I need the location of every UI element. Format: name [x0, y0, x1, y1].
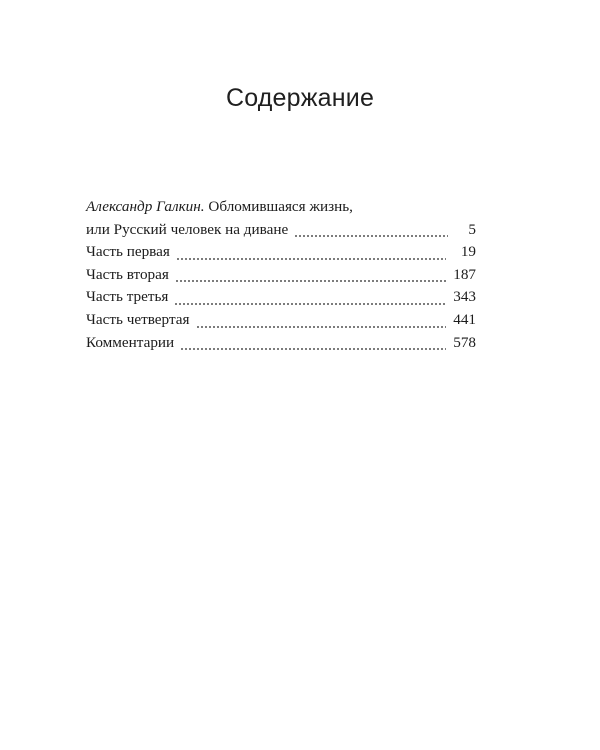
toc-entry-label: Часть третья	[86, 288, 169, 306]
toc-entry-part-1	[86, 241, 476, 264]
page-title: Содержание	[225, 84, 375, 112]
toc-entry-label: Часть первая	[86, 243, 170, 261]
dot-leader	[175, 280, 446, 282]
toc-entry-introduction	[86, 196, 476, 241]
toc-entry-author: Александр Галкин.	[86, 198, 205, 215]
dot-leader	[174, 303, 446, 305]
dot-leader	[196, 326, 447, 328]
dot-leader	[180, 348, 446, 350]
toc-page-number: 343	[453, 288, 476, 306]
dot-leader	[176, 258, 446, 260]
toc-page-number: 19	[460, 243, 476, 261]
dot-leader	[294, 235, 448, 237]
toc-page-number: 578	[453, 333, 476, 351]
toc-entry-commentary	[86, 332, 476, 355]
toc-page-number: 441	[453, 310, 476, 328]
toc-entry-label: Часть вторая	[86, 265, 169, 283]
toc-entry-part-4	[86, 309, 476, 332]
toc-entry-label: Комментарии	[86, 333, 175, 351]
toc-page-number: 187	[453, 265, 476, 283]
toc-entry-label: Часть четвертая	[86, 310, 190, 328]
toc-entry-part-3	[86, 286, 476, 309]
table-of-contents	[86, 196, 476, 354]
toc-entry-title-line2: или Русский человек на диване	[86, 220, 289, 238]
toc-page-number: 5	[468, 220, 476, 238]
toc-entry-title-line1: Обломившаяся жизнь,	[204, 198, 353, 215]
toc-entry-part-2	[86, 264, 476, 287]
